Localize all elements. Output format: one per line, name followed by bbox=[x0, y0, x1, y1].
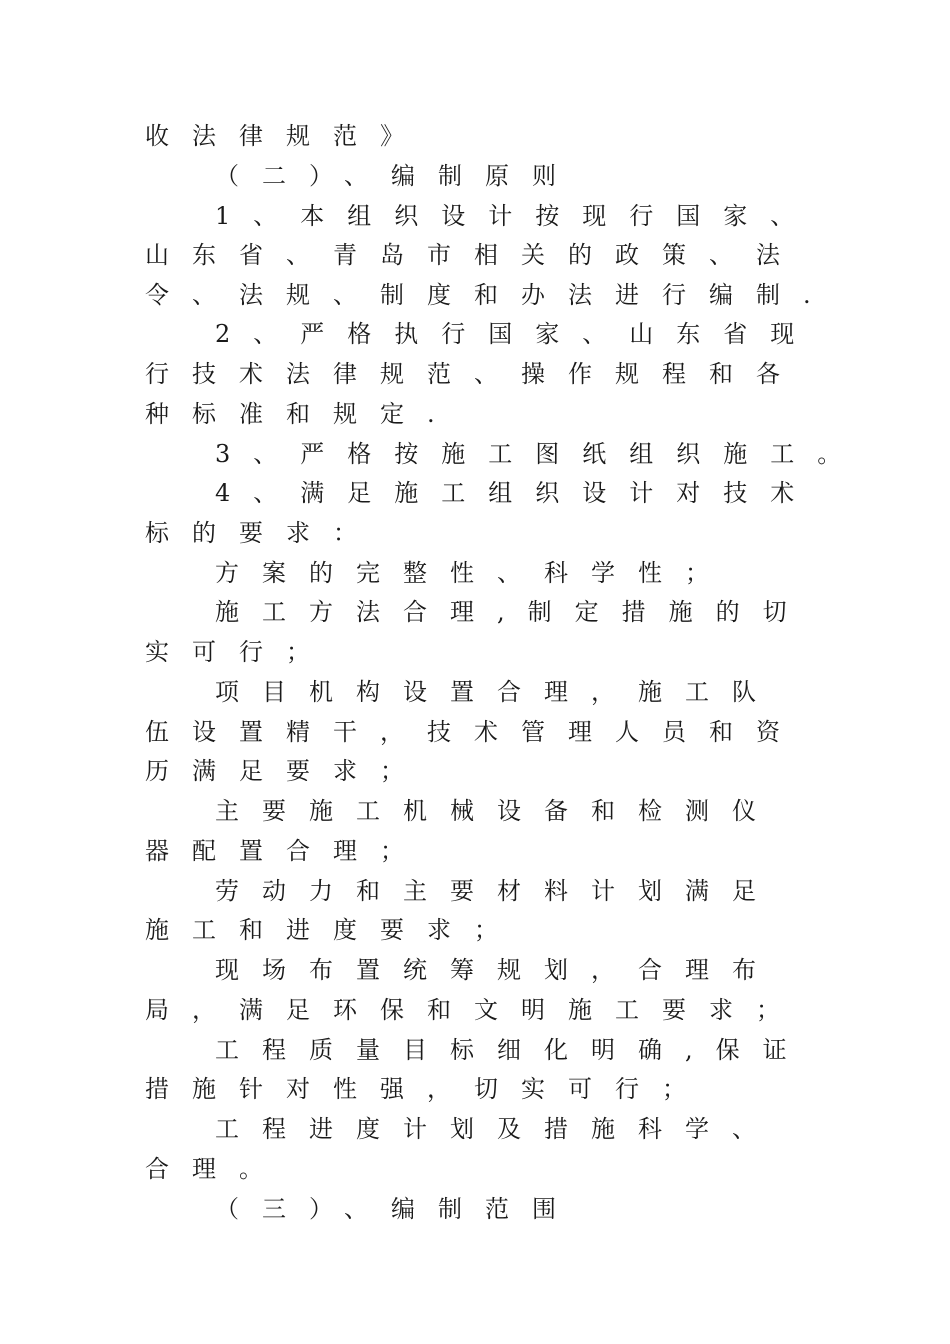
text-line: 合理。 bbox=[145, 1155, 286, 1183]
text-line: 器配置合理； bbox=[145, 837, 427, 865]
text-line: 劳动力和主要材料计划满足 bbox=[215, 877, 779, 905]
text-line: 伍设置精干，技术管理人员和资 bbox=[145, 718, 803, 746]
text-line: 现场布置统筹规划，合理布 bbox=[215, 956, 779, 984]
text-line: 令、法规、制度和办法进行编制. bbox=[145, 281, 834, 309]
text-line: 行技术法律规范、操作规程和各 bbox=[145, 360, 803, 388]
text-line: 工程质量目标细化明确,保证 bbox=[215, 1036, 810, 1064]
text-line: 1、本组织设计按现行国家、 bbox=[215, 202, 818, 230]
text-line: 方案的完整性、科学性； bbox=[215, 559, 732, 587]
text-line: 4、满足施工组织设计对技术 bbox=[215, 479, 818, 507]
text-line: 3、严格按施工图纸组织施工。 bbox=[215, 440, 865, 468]
text-line: 收法律规范》 bbox=[145, 122, 427, 150]
text-line: 种标准和规定. bbox=[145, 400, 458, 428]
text-line: 措施针对性强，切实可行； bbox=[145, 1075, 709, 1103]
text-line: 项目机构设置合理，施工队 bbox=[215, 678, 779, 706]
text-line: 施工和进度要求； bbox=[145, 916, 521, 944]
text-line: 实可行； bbox=[145, 638, 333, 666]
text-line: 山东省、青岛市相关的政策、法 bbox=[145, 241, 803, 269]
text-line: 主要施工机械设备和检测仪 bbox=[215, 797, 779, 825]
text-line: 2、严格执行国家、山东省现 bbox=[215, 320, 818, 348]
section-heading: （三）、编制范围 bbox=[215, 1195, 579, 1223]
text-line: 标的要求： bbox=[145, 519, 380, 547]
text-line: 历满足要求； bbox=[145, 757, 427, 785]
text-line: 局，满足环保和文明施工要求； bbox=[145, 996, 803, 1024]
text-line: 工程进度计划及措施科学、 bbox=[215, 1115, 779, 1143]
section-heading: （二）、编制原则 bbox=[215, 162, 579, 190]
text-line: 施工方法合理,制定措施的切 bbox=[215, 598, 810, 626]
